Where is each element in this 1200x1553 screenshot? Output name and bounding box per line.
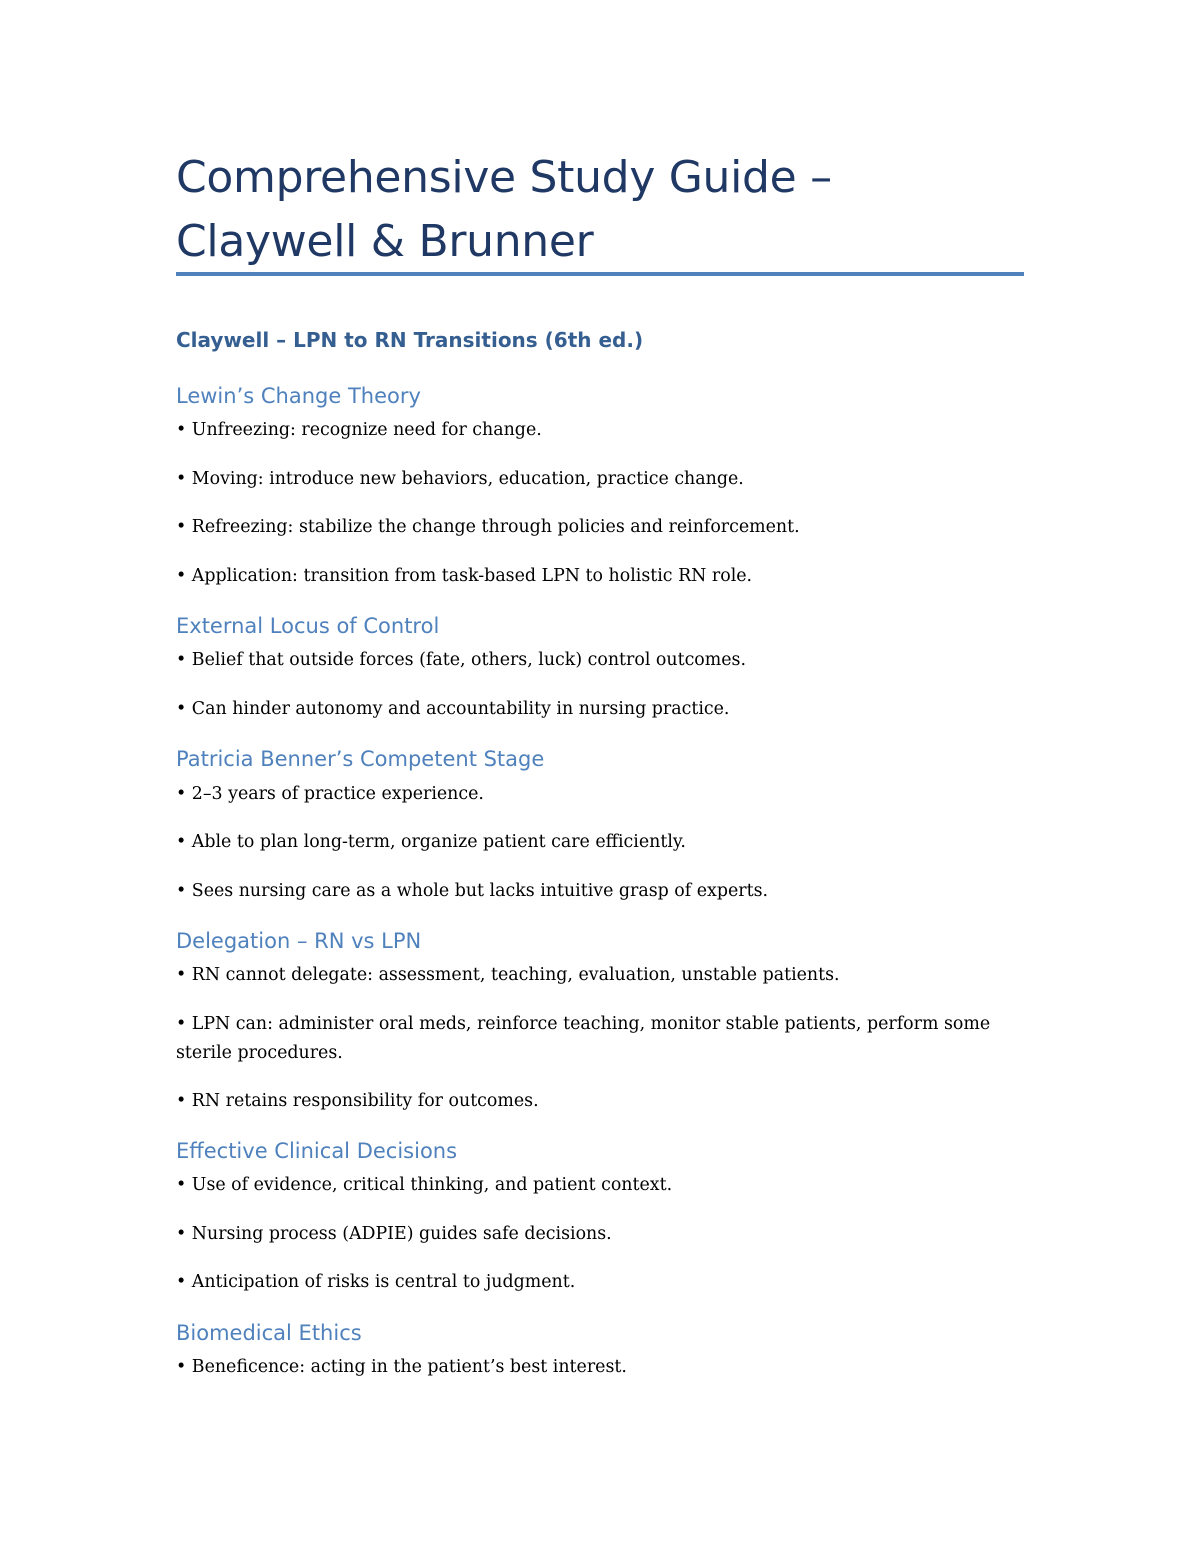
bullet-item: • Refreezing: stabilize the change through policies and reinforcement. xyxy=(176,517,800,537)
bullet-item: • Application: transition from task-based LPN to holistic RN role. xyxy=(176,566,753,586)
bullet-item: • RN retains responsibility for outcomes. xyxy=(176,1091,539,1111)
bullet-item: • Sees nursing care as a whole but lacks intuitive grasp of experts. xyxy=(176,881,769,901)
bullet-item: • Anticipation of risks is central to judgment. xyxy=(176,1272,576,1292)
document-title: Comprehensive Study Guide – Claywell & Brunner xyxy=(176,152,832,267)
bullet-item: • Beneficence: acting in the patient’s best interest. xyxy=(176,1357,627,1377)
bullet-item: • RN cannot delegate: assessment, teaching, evaluation, unstable patients. xyxy=(176,965,840,985)
section-heading: Claywell – LPN to RN Transitions (6th ed.) xyxy=(176,328,644,352)
bullet-item: • Moving: introduce new behaviors, education, practice change. xyxy=(176,469,744,489)
title-underline xyxy=(176,272,1024,276)
bullet-item: • Unfreezing: recognize need for change. xyxy=(176,420,542,440)
topic-heading-external-locus-of-control: External Locus of Control xyxy=(176,614,440,638)
bullet-item: • Can hinder autonomy and accountability in nursing practice. xyxy=(176,699,730,719)
bullet-item: • Able to plan long-term, organize patient care efficiently. xyxy=(176,832,686,852)
topic-heading-delegation: Delegation – RN vs LPN xyxy=(176,929,422,953)
bullet-item: • Use of evidence, critical thinking, and patient context. xyxy=(176,1175,673,1195)
bullet-item: • Belief that outside forces (fate, others, luck) control outcomes. xyxy=(176,650,747,670)
topic-heading-lewins-change-theory: Lewin’s Change Theory xyxy=(176,384,421,408)
bullet-item: • Nursing process (ADPIE) guides safe decisions. xyxy=(176,1224,612,1244)
bullet-item: • LPN can: administer oral meds, reinforce teaching, monitor stable patients, perform some sterile procedures. xyxy=(176,1014,991,1063)
topic-heading-biomedical-ethics: Biomedical Ethics xyxy=(176,1321,362,1345)
bullet-item: • 2–3 years of practice experience. xyxy=(176,784,484,804)
topic-heading-benners-competent-stage: Patricia Benner’s Competent Stage xyxy=(176,747,545,771)
topic-heading-effective-clinical-decisions: Effective Clinical Decisions xyxy=(176,1139,458,1163)
